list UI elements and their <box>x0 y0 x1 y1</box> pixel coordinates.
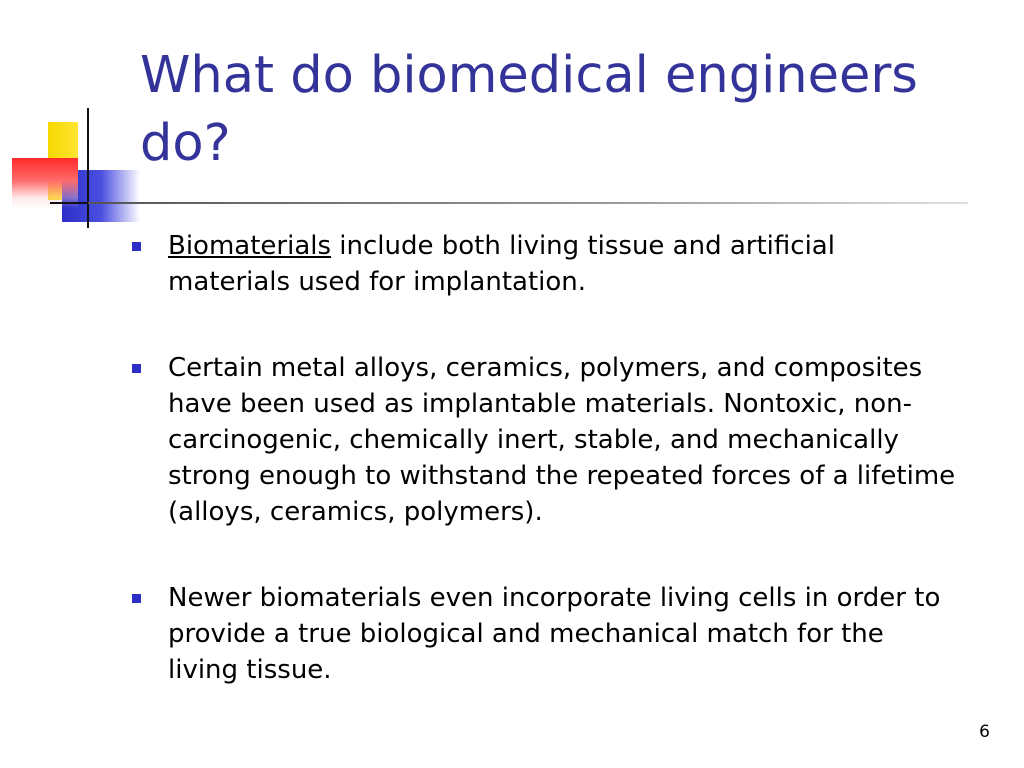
square-bullet-icon <box>132 594 141 603</box>
title-divider <box>88 202 968 204</box>
bullet-text: Certain metal alloys, ceramics, polymers, and composites have been used as implantable materials. Nontoxic, non-carcinogenic, chemically inert, stable, and mechanically strong enough to withstand the repeated forces of a lifetime (alloys, ceramics, polymers). <box>168 353 956 527</box>
bullet-item <box>130 580 960 688</box>
bullet-item <box>130 350 960 530</box>
vertical-line-decoration <box>87 108 89 228</box>
red-square-decoration <box>12 158 78 208</box>
slide-title: What do biomedical engineers do? <box>140 46 918 173</box>
corner-decoration <box>0 100 150 230</box>
bullet-text: include both living tissue and artificial materials used for implantation. <box>168 231 835 297</box>
bullet-item <box>130 228 960 300</box>
page-number: 6 <box>979 722 990 742</box>
square-bullet-icon <box>132 242 141 251</box>
square-bullet-icon <box>132 364 141 373</box>
bullet-text: Newer biomaterials even incorporate living cells in order to provide a true biological and mechanical match for the living tissue. <box>168 583 941 685</box>
bullet-list <box>130 228 960 738</box>
bullet-term-biomaterials: Biomaterials <box>168 231 332 261</box>
